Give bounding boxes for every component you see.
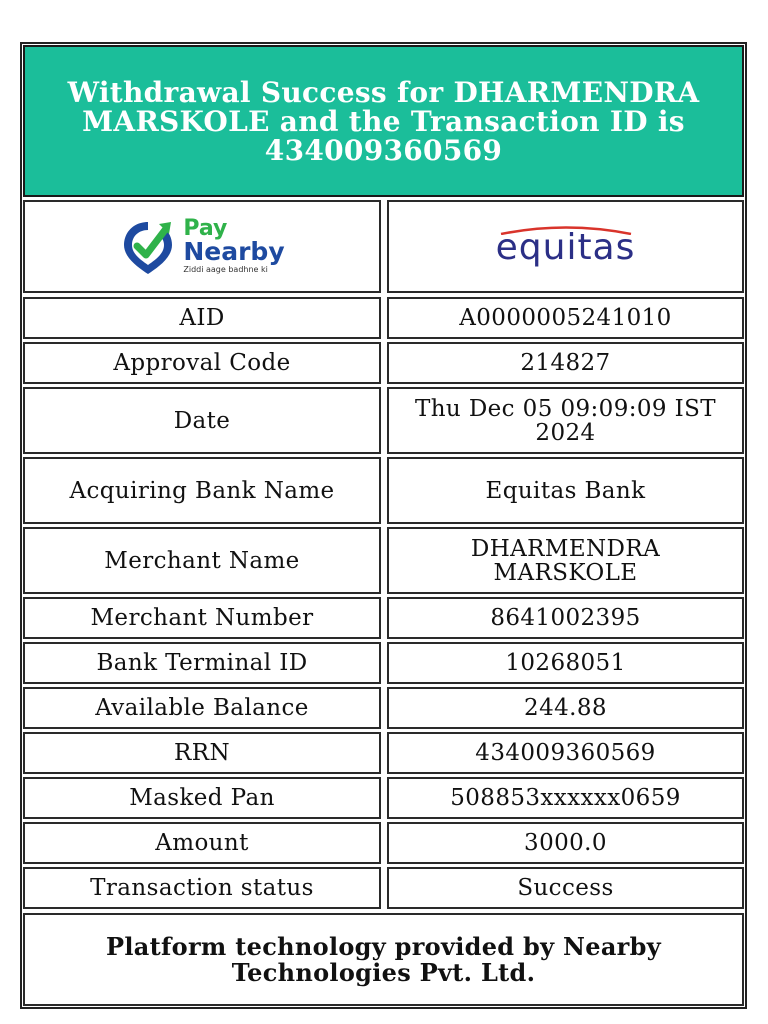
row-label: Merchant Name	[104, 547, 300, 574]
paynearby-word-pay: Pay	[183, 215, 228, 241]
row-value-cell	[387, 642, 744, 684]
paynearby-pin-icon	[119, 218, 177, 276]
row-value: 434009360569	[475, 740, 656, 766]
row-value-cell	[387, 527, 744, 594]
row-value: 244.88	[524, 695, 607, 721]
equitas-wordmark: equitas	[495, 227, 636, 268]
row-value-cell	[387, 732, 744, 774]
row-value: DHARMENDRA MARSKOLE	[470, 535, 661, 586]
row-label: Transaction status	[90, 875, 314, 901]
row-label: Merchant Number	[90, 605, 314, 631]
row-label: Available Balance	[95, 695, 309, 721]
row-value-cell	[387, 297, 744, 339]
row-label-cell	[23, 457, 381, 524]
row-value: 508853xxxxxx0659	[450, 785, 681, 811]
row-label-cell	[23, 387, 381, 454]
row-value: 8641002395	[490, 605, 641, 631]
paynearby-logo-cell	[23, 200, 381, 293]
row-label-cell	[23, 777, 381, 819]
row-value-cell	[387, 867, 744, 909]
row-value-cell	[387, 342, 744, 384]
row-value-cell	[387, 822, 744, 864]
row-label: Acquiring Bank Name	[69, 477, 335, 504]
row-value-cell	[387, 457, 744, 524]
footer-text: Platform technology provided by Nearby Technologies Pvt. Ltd.	[106, 931, 661, 987]
row-value-cell	[387, 597, 744, 639]
row-value-cell	[387, 777, 744, 819]
row-label-cell	[23, 342, 381, 384]
row-value: A0000005241010	[459, 305, 672, 331]
footer-cell	[23, 913, 744, 1006]
row-label-cell	[23, 642, 381, 684]
row-label-cell	[23, 527, 381, 594]
row-label-cell	[23, 687, 381, 729]
row-label: AID	[179, 305, 225, 331]
row-label: Masked Pan	[129, 785, 275, 811]
row-label-cell	[23, 597, 381, 639]
paynearby-tagline: Ziddi aage badhne ki	[183, 264, 268, 274]
row-value: 10268051	[505, 650, 626, 676]
row-label-cell	[23, 732, 381, 774]
row-value-cell	[387, 687, 744, 729]
row-value: 3000.0	[524, 830, 607, 856]
row-label: RRN	[174, 740, 230, 766]
row-label: Approval Code	[113, 350, 291, 376]
receipt-title: Withdrawal Success for DHARMENDRA MARSKOLE and the Transaction ID is 434009360569	[67, 75, 700, 167]
row-label: Bank Terminal ID	[96, 650, 308, 676]
row-label: Amount	[155, 830, 249, 856]
row-value: 214827	[520, 350, 611, 376]
row-label-cell	[23, 822, 381, 864]
paynearby-word-nearby: Nearby	[183, 236, 285, 266]
row-label-cell	[23, 297, 381, 339]
row-value: Thu Dec 05 09:09:09 IST 2024	[414, 395, 717, 446]
row-label: Date	[173, 407, 231, 434]
row-value: Equitas Bank	[485, 477, 646, 504]
paynearby-logo	[119, 215, 285, 276]
row-value: Success	[517, 875, 614, 901]
row-label-cell	[23, 867, 381, 909]
equitas-logo-cell	[387, 200, 744, 293]
receipt-header	[23, 45, 744, 197]
equitas-logo	[491, 225, 641, 268]
row-value-cell	[387, 387, 744, 454]
